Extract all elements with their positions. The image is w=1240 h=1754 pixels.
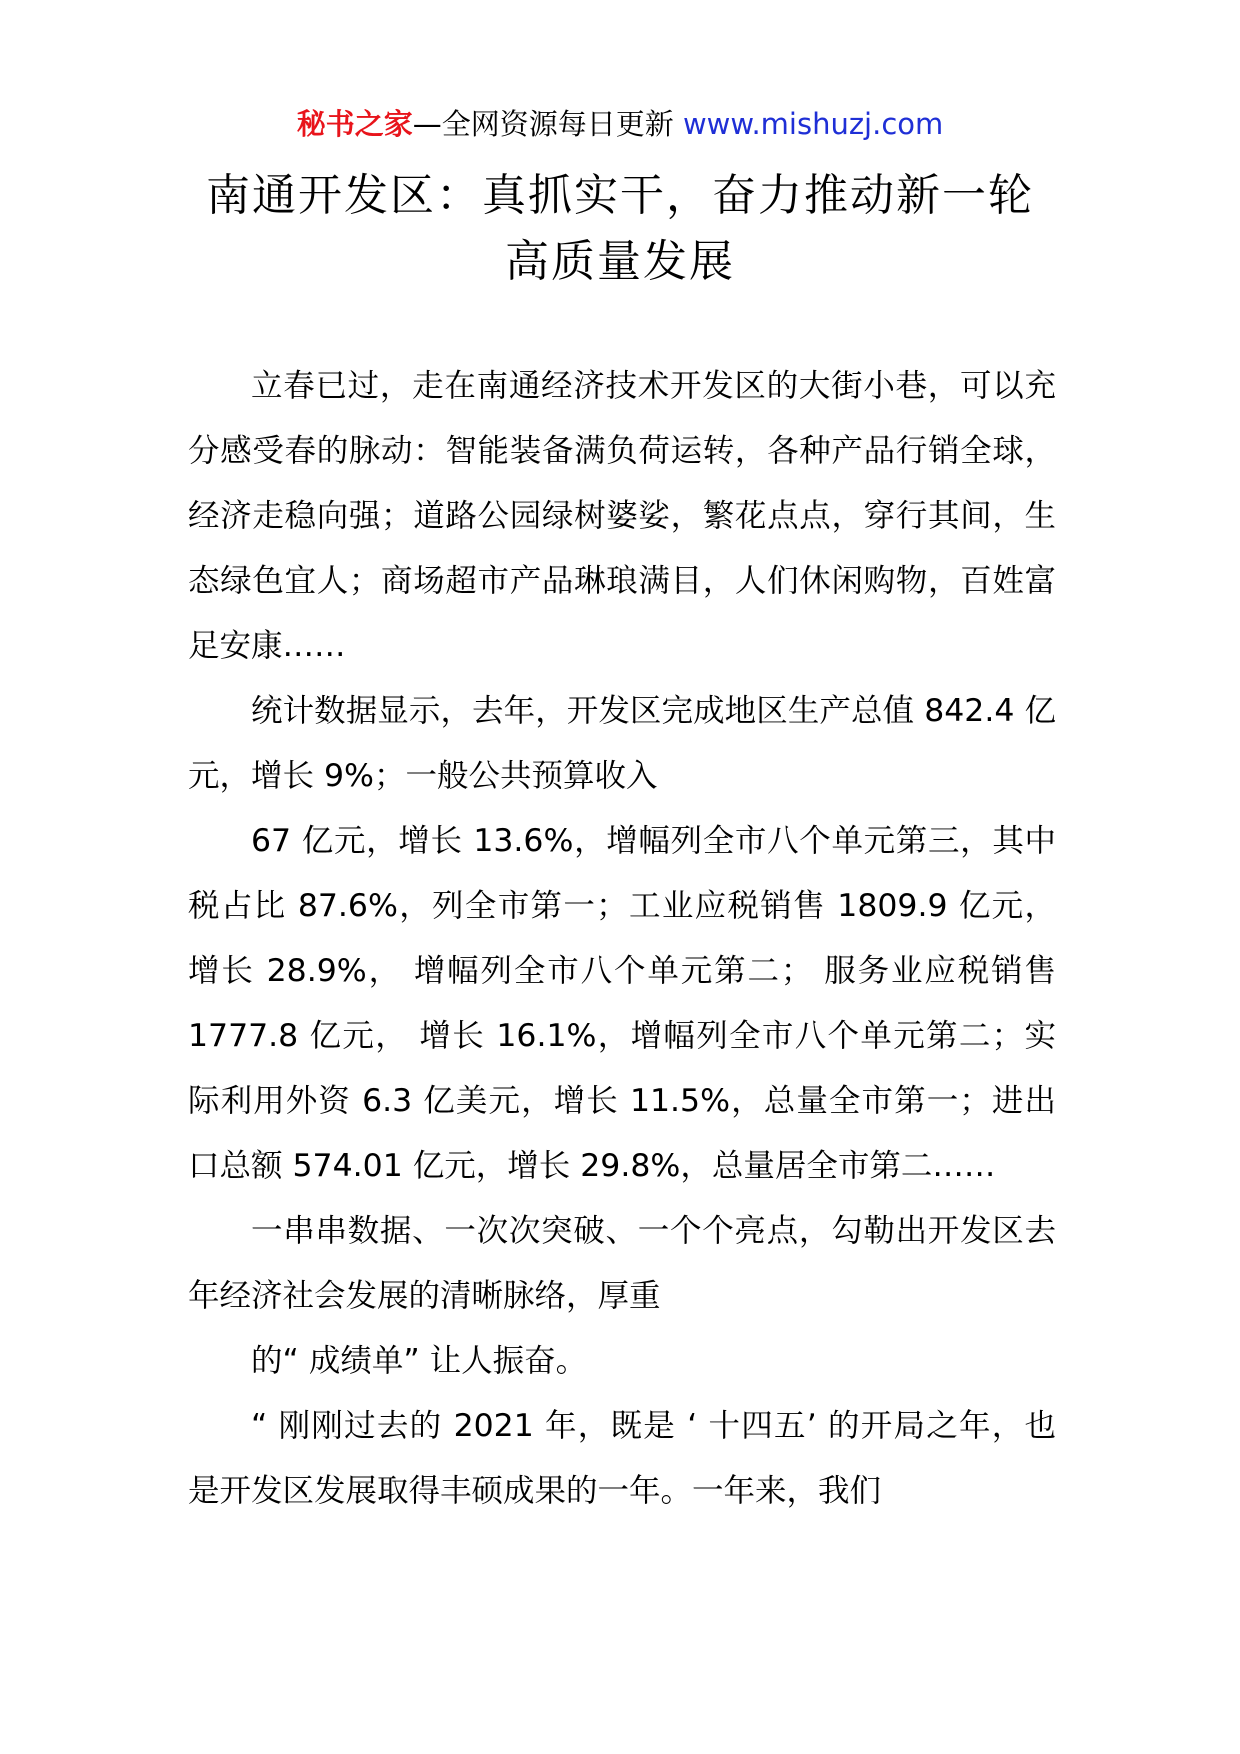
paragraph: 立春已过，走在南通经济技术开发区的大街小巷，可以充分感受春的脉动：智能装备满负荷运转，各种产品行销全球，经济走稳向强；道路公园绿树婆娑，繁花点点，穿行其间，生态绿色宜人；商场超市产品琳琅满目，人们休闲购物，百姓富足安康……	[188, 368, 1056, 664]
brand-name: 秘书之家	[296, 107, 413, 141]
article-title	[160, 163, 1080, 295]
header-slogan: —全网资源每日更新	[412, 107, 674, 141]
article-title-line-1: 南通开发区：真抓实干，奋力推动新一轮	[206, 170, 1034, 221]
site-url-link[interactable]: www.mishuzj.com	[682, 107, 944, 141]
article-body	[188, 354, 1056, 1524]
site-header	[0, 104, 1240, 144]
paragraph: 统计数据显示，去年，开发区完成地区生产总值 842.4 亿元，增长 9%；一般公共预算收入	[188, 693, 1056, 794]
article-title-line-2: 高质量发展	[505, 236, 735, 287]
paragraph: 67 亿元，增长 13.6%，增幅列全市八个单元第三，其中税占比 87.6%，列全市第一；工业应税销售 1809.9 亿元， 增长 28.9%， 增幅列全市八个单元第二； 服务业应税销售 1777.8 亿元， 增长 16.1%，增幅列全市八个单元第二；实际利用外资 6.3 亿美元，增长 11.5%，总量全市第一；进出口总额 574.01 亿元，增长 29.8%，总量居全市第二……	[188, 823, 1056, 1184]
paragraph: 一串串数据、一次次突破、一个个亮点，勾勒出开发区去年经济社会发展的清晰脉络，厚重	[188, 1213, 1056, 1314]
paragraph: “ 刚刚过去的 2021 年，既是 ‘ 十四五’ 的开局之年，也是开发区发展取得丰硕成果的一年。一年来，我们	[188, 1408, 1056, 1509]
paragraph: 的“ 成绩单” 让人振奋。	[251, 1343, 588, 1379]
